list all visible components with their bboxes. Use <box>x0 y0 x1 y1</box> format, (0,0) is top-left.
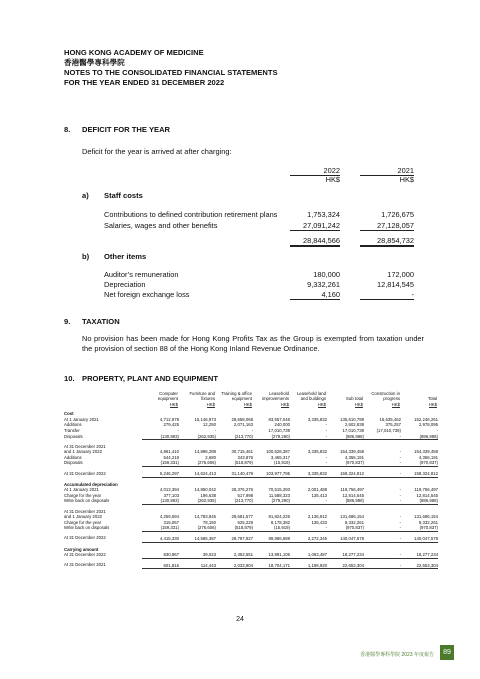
ppe-cell <box>327 505 364 515</box>
ppe-column-unit: HK$ <box>206 401 215 407</box>
ppe-cell: 5,246,297 <box>142 467 179 478</box>
ppe-cell: (262,935) <box>179 434 216 440</box>
staff-costs-title: Staff costs <box>104 191 143 200</box>
note8-number: 8. <box>64 125 71 134</box>
ppe-cell <box>142 505 179 515</box>
ppe-cell: 12,250 <box>202 422 216 428</box>
ppe-row-label: Additions <box>64 454 82 460</box>
ppe-row-label: Charge for the year <box>64 519 102 525</box>
ppe-cell: (213,770) <box>216 434 253 440</box>
other-row-label: Depreciation <box>104 280 146 289</box>
ppe-column-unit: HK$ <box>280 401 289 407</box>
ppe-column-title: Leasehold land and buildings <box>296 391 326 402</box>
ppe-cell: 158,324,812 <box>327 467 364 478</box>
ppe-cell: 18,277,234 <box>327 552 364 558</box>
ppe-cell: 103,977,795 <box>253 467 290 478</box>
ppe-cell: 30,715,461 <box>231 449 253 455</box>
note8-intro: Deficit for the year is arrived at after charging: <box>82 147 232 156</box>
ppe-cell <box>179 440 216 450</box>
ppe-cell: 140,047,578 <box>327 531 364 542</box>
ppe-cell <box>216 440 253 450</box>
ppe-cell: 14,896,288 <box>194 449 216 455</box>
ppe-cell: 14,783,845 <box>194 514 216 520</box>
ppe-cell: - <box>364 525 401 531</box>
ppe-cell: 22,653,304 <box>327 558 364 569</box>
ppe-cell: 119,756,497 <box>340 487 364 493</box>
note8-title: DEFICIT FOR THE YEAR <box>82 125 171 134</box>
ppe-cell: (886,988) <box>327 498 364 504</box>
ppe-cell: 28,681,577 <box>231 514 253 520</box>
col-2022-year: 2022 <box>290 166 340 176</box>
ppe-header-blank <box>64 390 142 408</box>
ppe-cell: (886,988) <box>401 434 438 440</box>
report-header <box>64 48 278 88</box>
col-2021-unit: HK$ <box>399 175 414 184</box>
other-items-title: Other items <box>104 252 147 261</box>
ppe-cell: 625,229 <box>237 519 253 525</box>
ppe-column-title: Total <box>427 396 437 402</box>
ppe-cell: 544,218 <box>163 454 179 460</box>
ppe-cell: 1,063,487 <box>290 552 327 558</box>
ppe-row-label: Charge for the year <box>64 492 102 498</box>
ppe-cell: - <box>325 454 327 460</box>
ppe-column-title: Sub total <box>346 396 363 402</box>
ppe-cell: 830,967 <box>142 552 179 558</box>
ppe-cell: 13,991,106 <box>253 552 290 558</box>
note10-number: 10. <box>64 374 75 383</box>
ppe-cell: 3,335,832 <box>290 467 327 478</box>
ppe-cell: - <box>364 460 401 466</box>
page-number: 24 <box>236 616 244 623</box>
ppe-cell: 9,332,261 <box>418 519 438 525</box>
period-title: FOR THE YEAR ENDED 31 DECEMBER 2022 <box>64 78 225 87</box>
ppe-row-label: and 1 January 2022 <box>64 449 102 455</box>
ppe-cell: 2,136,912 <box>307 514 327 520</box>
ppe-cell: - <box>364 467 401 478</box>
ppe-cell: 1,198,920 <box>290 558 327 569</box>
ppe-cell <box>401 440 438 450</box>
ppe-cell: 15,146,973 <box>194 416 216 422</box>
table-row <box>64 531 438 542</box>
table-row <box>64 467 438 478</box>
other-row-2021: 172,000 <box>387 270 414 279</box>
ppe-cell: 4,356,191 <box>418 454 438 460</box>
ppe-cell <box>327 440 364 450</box>
ppe-cell: 4,356,191 <box>344 454 364 460</box>
ppe-row-label: Write back on disposals <box>64 498 110 504</box>
ppe-cell: (886,988) <box>327 434 364 440</box>
ppe-cell <box>401 505 438 515</box>
ppe-section-row <box>64 542 438 552</box>
ppe-section-title: Accumulated depreciation <box>64 481 118 487</box>
other-row-2021: 12,814,545 <box>377 280 414 289</box>
ppe-cell: 12,814,545 <box>416 492 438 498</box>
ppe-cell: 2,033,904 <box>216 558 253 569</box>
ppe-cell <box>364 505 401 515</box>
ppe-cell: 28,787,927 <box>216 531 253 542</box>
ppe-cell: (970,837) <box>327 525 364 531</box>
note9-title: TAXATION <box>82 317 120 326</box>
ppe-cell: - <box>399 449 401 455</box>
other-row-label: Net foreign exchange loss <box>104 290 190 299</box>
staff-row-label: Salaries, wages and other benefits <box>104 221 218 230</box>
ppe-cell: 14,850,042 <box>194 487 216 493</box>
ppe-column-unit: HK$ <box>169 401 178 407</box>
ppe-cell: 2,272,345 <box>290 531 327 542</box>
ppe-cell: 517,998 <box>237 492 253 498</box>
ppe-column-title: Construction in progress <box>371 391 400 402</box>
ppe-column-unit: HK$ <box>317 401 326 407</box>
ppe-cell: (279,290) <box>253 498 290 504</box>
ppe-cell: 17,010,739 <box>342 428 364 433</box>
ppe-cell: 17,010,739 <box>268 428 290 433</box>
ppe-cell: 100,528,387 <box>266 449 290 455</box>
ppe-cell: (886,988) <box>401 498 438 504</box>
ppe-cell: (15,919) <box>253 460 290 466</box>
ppe-cell: - <box>399 487 401 493</box>
ppe-cell: 4,013,394 <box>159 487 179 493</box>
ppe-column-header <box>253 390 290 408</box>
ppe-cell: (970,837) <box>401 460 438 466</box>
ppe-cell: (15,919) <box>253 525 290 531</box>
ppe-cell <box>364 440 401 450</box>
ppe-column-header <box>327 390 364 408</box>
ppe-cell <box>142 440 179 450</box>
ppe-cell <box>253 505 290 515</box>
ppe-cell: 154,339,458 <box>414 449 438 455</box>
org-name-zh: 香港醫學專科學院 <box>64 58 125 67</box>
staff-total-2021: 28,854,732 <box>360 236 414 247</box>
ppe-cell: (213,770) <box>216 498 253 504</box>
col-2022-unit: HK$ <box>325 175 340 184</box>
ppe-column-title: Leasehold improvements <box>262 391 289 402</box>
ppe-cell: (159,331) <box>142 460 179 466</box>
ppe-cell: 4,861,410 <box>159 449 179 455</box>
ppe-cell: 131,686,154 <box>340 514 364 520</box>
ppe-cell: (970,837) <box>401 525 438 531</box>
ppe-cell <box>253 440 290 450</box>
ppe-section-title: Cost <box>64 411 74 417</box>
ppe-cell: - <box>177 428 179 433</box>
ppe-cell: 3,335,832 <box>307 449 327 455</box>
ppe-row-label: At 31 December 2021 <box>64 508 106 514</box>
ppe-cell: 135,413 <box>311 492 327 498</box>
ppe-cell: (279,290) <box>253 434 290 440</box>
other-row-2022: 180,000 <box>313 270 340 279</box>
ppe-cell: - <box>364 558 401 569</box>
note9-number: 9. <box>64 317 71 326</box>
ppe-cell: 11,588,323 <box>268 492 290 498</box>
ppe-cell: 2,071,163 <box>233 422 253 428</box>
ppe-cell <box>179 505 216 515</box>
ppe-column-unit: HK$ <box>391 401 400 407</box>
ppe-section-row <box>64 408 438 417</box>
ppe-cell: 39,023 <box>179 552 216 558</box>
table-row <box>64 440 438 450</box>
notes-title: NOTES TO THE CONSOLIDATED FINANCIAL STATEMENTS <box>64 68 278 77</box>
ppe-cell: - <box>436 428 438 433</box>
ppe-cell: - <box>364 434 401 440</box>
ppe-cell: (518,879) <box>216 460 253 466</box>
ppe-row-label: At 31 December 2022 <box>64 470 106 476</box>
ppe-section-title: Carrying amount <box>64 546 99 552</box>
staff-row-2021: 27,128,057 <box>360 221 414 231</box>
ppe-row-label: At 1 January 2021 <box>64 487 99 493</box>
ppe-column-title: Training & office equipment <box>221 391 252 402</box>
ppe-row-label: At 31 December 2021 <box>64 562 106 568</box>
ppe-column-unit: HK$ <box>354 401 363 407</box>
ppe-cell: (518,879) <box>216 525 253 531</box>
ppe-cell: 31,140,479 <box>216 467 253 478</box>
ppe-cell: (262,935) <box>179 498 216 504</box>
ppe-cell: 601,816 <box>142 558 179 569</box>
ppe-cell: - <box>251 428 253 433</box>
ppe-cell: 4,415,330 <box>142 531 179 542</box>
ppe-cell: (276,606) <box>179 460 216 466</box>
ppe-row-label: Disposals <box>64 433 83 439</box>
ppe-cell: 196,638 <box>200 492 216 498</box>
ppe-row-label: At 31 December 2022 <box>64 535 106 541</box>
ppe-column-unit: HK$ <box>243 401 252 407</box>
ppe-cell: 18,704,171 <box>253 558 290 569</box>
ppe-cell: 2,602,838 <box>344 422 364 428</box>
ppe-cell: - <box>364 531 401 542</box>
ppe-cell: (130,993) <box>142 434 179 440</box>
table-row <box>64 558 438 569</box>
ppe-cell: 28,658,068 <box>231 416 253 422</box>
ppe-column-unit: HK$ <box>428 401 437 407</box>
ppe-row-label: Write back on disposals <box>64 525 110 531</box>
ppe-cell: - <box>290 525 327 531</box>
ppe-cell: 154,339,458 <box>340 449 364 455</box>
ppe-column-header <box>290 390 327 408</box>
ppe-header-row <box>64 390 438 408</box>
other-row-label: Auditor’s remuneration <box>104 270 179 279</box>
ppe-cell: (17,010,739) <box>376 428 401 433</box>
other-row-2022: 4,160 <box>290 290 340 300</box>
ppe-column-header <box>142 390 179 408</box>
ppe-table <box>64 390 438 569</box>
ppe-cell: 119,756,497 <box>414 487 438 493</box>
ppe-cell: 3,335,832 <box>307 416 327 422</box>
ppe-cell: - <box>364 498 401 504</box>
ppe-row-label: At 31 December 2021 <box>64 443 106 449</box>
ppe-cell: - <box>399 514 401 520</box>
ppe-cell <box>290 505 327 515</box>
ppe-row-label: Additions <box>64 422 82 428</box>
ppe-cell: 22,653,304 <box>401 558 438 569</box>
ppe-cell: 158,324,812 <box>401 467 438 478</box>
ppe-cell: - <box>325 428 327 433</box>
ppe-column-header <box>401 390 438 408</box>
note9-text: No provision has been made for Hong Kong Profits Tax as the Group is exempted from taxation under the provision of section 88 of the Hong Kong Inland Revenue Ordinance. <box>82 334 424 353</box>
staff-total-2022: 28,844,566 <box>290 236 340 247</box>
ppe-cell: 78,150 <box>202 519 216 525</box>
ppe-cell <box>216 505 253 515</box>
ppe-cell: 9,332,261 <box>344 519 364 525</box>
ppe-row-label: and 1 January 2022 <box>64 514 102 520</box>
ppe-cell: 89,986,689 <box>253 531 290 542</box>
other-row-2022: 9,332,261 <box>307 280 340 289</box>
ppe-cell: - <box>325 422 327 428</box>
ppe-cell: 12,814,545 <box>342 492 364 498</box>
ppe-cell: 152,246,261 <box>414 416 438 422</box>
ppe-cell: 3,465,317 <box>270 454 290 460</box>
ppe-cell: 375,257 <box>385 422 401 428</box>
ppe-cell: 343,876 <box>237 454 253 460</box>
staff-row-label: Contributions to defined contribution retirement plans <box>104 210 278 219</box>
ppe-cell: (130,993) <box>142 498 179 504</box>
ppe-cell: 70,515,293 <box>268 487 290 493</box>
ppe-cell: 14,624,413 <box>179 467 216 478</box>
ppe-cell: - <box>399 454 401 460</box>
ppe-cell: - <box>290 498 327 504</box>
footer-report-text: 香港醫學專科學院 2023 年度報告 <box>360 652 434 658</box>
ppe-column-header <box>364 390 401 408</box>
ppe-cell: 2,001,488 <box>307 487 327 493</box>
ppe-cell: 4,712,978 <box>159 416 179 422</box>
org-name-en: HONG KONG ACADEMY OF MEDICINE <box>64 48 204 57</box>
ppe-cell: (970,837) <box>327 460 364 466</box>
ppe-cell: - <box>214 428 216 433</box>
ppe-cell: 131,686,154 <box>414 514 438 520</box>
ppe-cell: 81,824,226 <box>268 514 290 520</box>
ppe-cell: 8,178,382 <box>270 519 290 525</box>
footer-page-box: 89 <box>440 645 454 660</box>
ppe-cell: 16,635,462 <box>379 416 401 422</box>
ppe-cell: 2,680 <box>205 454 216 460</box>
col-2021-year: 2021 <box>360 166 414 176</box>
ppe-cell: 377,103 <box>163 492 179 498</box>
ppe-cell: - <box>399 519 401 525</box>
ppe-cell: 135,433 <box>311 519 327 525</box>
other-row-2021: - <box>360 290 414 300</box>
ppe-column-title: Computer equipment <box>157 391 178 402</box>
ppe-cell: 2,352,551 <box>216 552 253 558</box>
ppe-cell: 83,557,046 <box>268 416 290 422</box>
staff-costs-label: a) <box>82 191 89 200</box>
ppe-section-row <box>64 477 438 487</box>
ppe-cell: 240,000 <box>274 422 290 428</box>
ppe-row-label: At 1 January 2021 <box>64 416 99 422</box>
note10-title: PROPERTY, PLANT AND EQUIPMENT <box>82 374 218 383</box>
staff-row-2022: 1,753,324 <box>307 210 340 219</box>
ppe-cell: 315,067 <box>163 519 179 525</box>
ppe-cell: 28,376,276 <box>231 487 253 493</box>
ppe-cell: 135,610,799 <box>340 416 364 422</box>
table-row <box>64 505 438 515</box>
ppe-cell: 114,443 <box>179 558 216 569</box>
ppe-cell: - <box>399 492 401 498</box>
other-items-label: b) <box>82 252 90 261</box>
ppe-cell: 18,277,234 <box>401 552 438 558</box>
ppe-cell: 279,425 <box>163 422 179 428</box>
ppe-cell: (276,606) <box>179 525 216 531</box>
ppe-row-label: At 31 December 2022 <box>64 552 106 558</box>
staff-row-2022: 27,091,242 <box>290 221 340 231</box>
ppe-cell <box>290 440 327 450</box>
ppe-row-label: Disposals <box>64 460 83 466</box>
ppe-column-header <box>179 390 216 408</box>
ppe-cell: 4,259,594 <box>159 514 179 520</box>
ppe-cell: (159,331) <box>142 525 179 531</box>
ppe-cell: 14,585,387 <box>179 531 216 542</box>
ppe-cell: 2,978,095 <box>418 422 438 428</box>
ppe-cell: - <box>290 460 327 466</box>
staff-row-2021: 1,726,675 <box>381 210 414 219</box>
ppe-cell: - <box>364 552 401 558</box>
ppe-row-label: Transfer <box>64 428 80 433</box>
ppe-cell: 140,047,578 <box>401 531 438 542</box>
ppe-column-title: Furniture and fixtures <box>189 391 215 402</box>
ppe-column-header <box>216 390 253 408</box>
ppe-cell: - <box>290 434 327 440</box>
